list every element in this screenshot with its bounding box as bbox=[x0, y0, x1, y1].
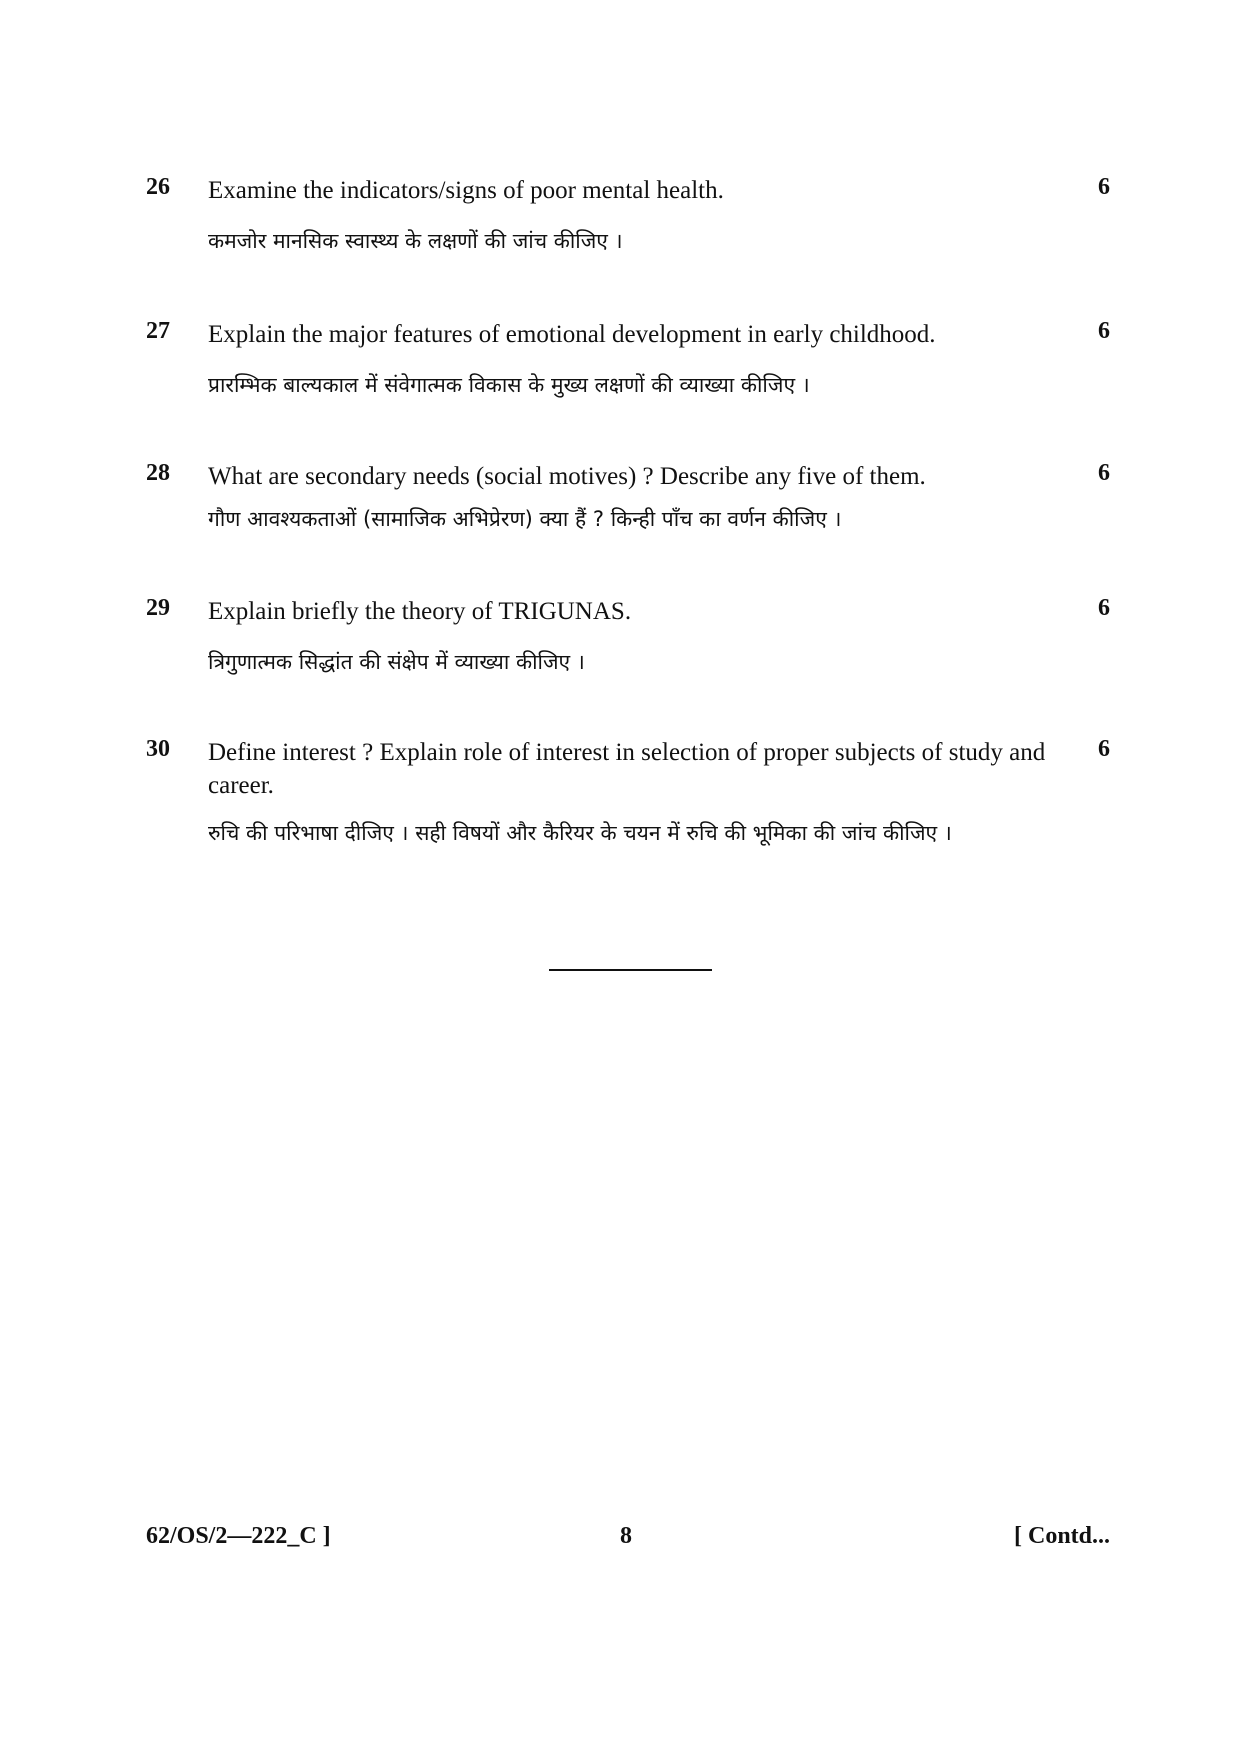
question-text-hindi: त्रिगुणात्मक सिद्धांत की संक्षेप में व्याख्या कीजिए । bbox=[208, 650, 585, 674]
question-marks: 6 bbox=[1098, 595, 1110, 621]
question-text-english: Explain the major features of emotional development in early childhood. bbox=[208, 321, 936, 348]
question-number: 30 bbox=[146, 736, 170, 762]
question-number: 28 bbox=[146, 460, 170, 486]
question-text-english: What are secondary needs (social motives) ? Describe any five of them. bbox=[208, 463, 926, 490]
question-text-hindi: रुचि की परिभाषा दीजिए । सही विषयों और कैरियर के चयन में रुचि की भूमिका की जांच कीजिए । bbox=[208, 821, 952, 845]
question-number: 29 bbox=[146, 595, 170, 621]
paper-code: 62/OS/2—222_C ] bbox=[146, 1523, 331, 1549]
question-text-english: Explain briefly the theory of TRIGUNAS. bbox=[208, 598, 632, 625]
question-marks: 6 bbox=[1098, 460, 1110, 486]
question-text-hindi: कमजोर मानसिक स्वास्थ्य के लक्षणों की जांच कीजिए । bbox=[208, 229, 623, 253]
question-text-hindi: गौण आवश्यकताओं (सामाजिक अभिप्रेरण) क्या हैं ? किन्ही पाँच का वर्णन कीजिए । bbox=[208, 507, 842, 531]
question-number: 26 bbox=[146, 174, 170, 200]
continued-label: [ Contd... bbox=[1014, 1523, 1111, 1549]
question-marks: 6 bbox=[1098, 736, 1110, 762]
page-number: 8 bbox=[620, 1523, 632, 1549]
question-text-english: Define interest ? Explain role of interest in selection of proper subjects of study and career. bbox=[208, 739, 1046, 799]
question-marks: 6 bbox=[1098, 174, 1110, 200]
question-text-hindi: प्रारम्भिक बाल्यकाल में संवेगात्मक विकास के मुख्य लक्षणों की व्याख्या कीजिए । bbox=[208, 373, 810, 397]
end-of-questions-rule bbox=[549, 969, 712, 971]
question-marks: 6 bbox=[1098, 318, 1110, 344]
question-text-english: Examine the indicators/signs of poor mental health. bbox=[208, 177, 724, 204]
question-number: 27 bbox=[146, 318, 170, 344]
